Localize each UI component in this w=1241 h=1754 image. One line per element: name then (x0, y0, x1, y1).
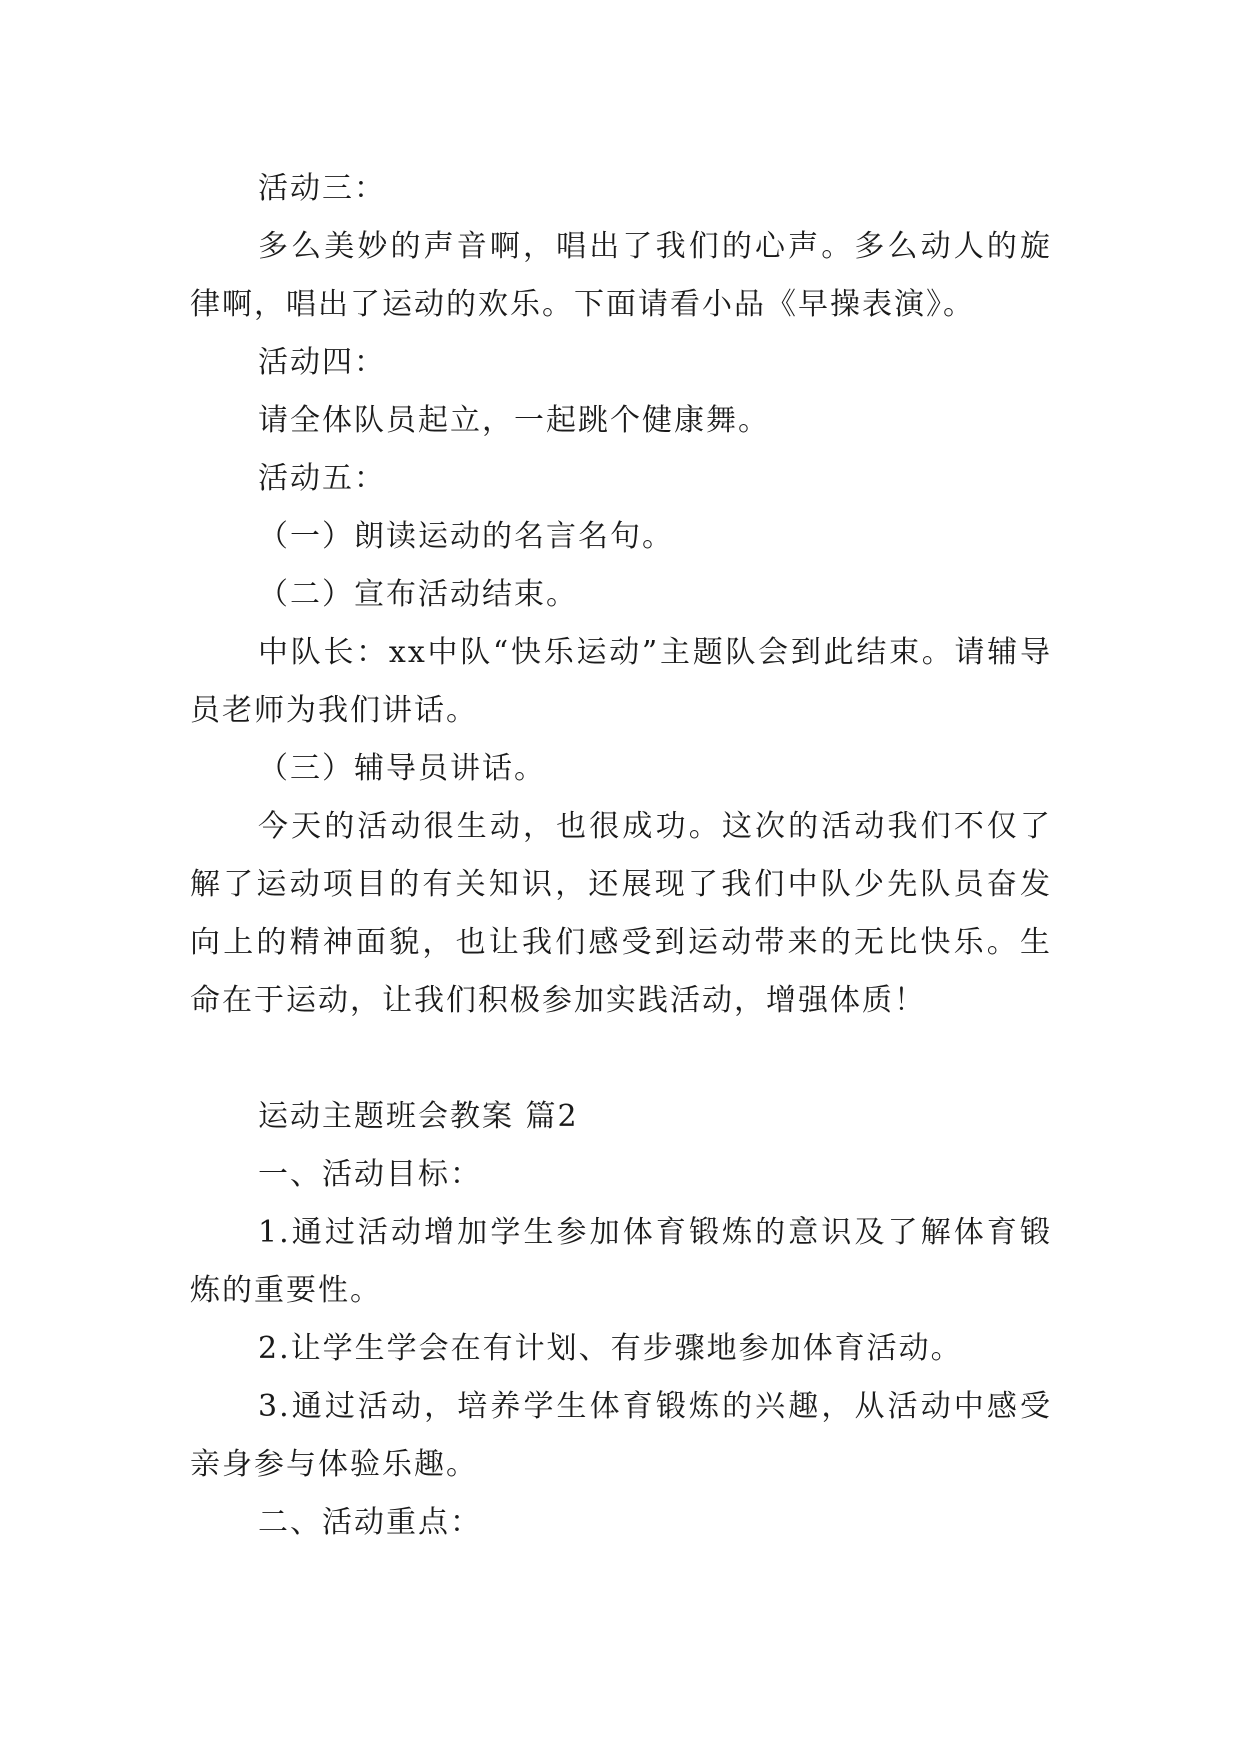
heading-key-points: 二、活动重点： (258, 1505, 482, 1540)
paragraph-closing-remarks: 今天的活动很生动，也很成功。这次的活动我们不仅了解了运动项目的有关知识，还展现了我们中队少先队员奋发向上的精神面貌，也让我们感受到运动带来的无比快乐。生命在于运动，让我们积极参加实践活动，增强体质！ (190, 809, 1052, 1018)
paragraph-squad-leader: 中队长：xx中队“快乐运动”主题队会到此结束。请辅导员老师为我们讲话。 (190, 635, 1052, 728)
list-item-read-quotes: （一）朗读运动的名言名句。 (258, 519, 674, 554)
list-item-counselor-speech: （三）辅导员讲话。 (258, 751, 546, 786)
objective-item-2: 2.让学生学会在有计划、有步骤地参加体育活动。 (258, 1331, 963, 1366)
document-body (190, 160, 1052, 1552)
heading-activity-4: 活动四： (258, 345, 386, 380)
paragraph-activity-4-text: 请全体队员起立，一起跳个健康舞。 (258, 403, 770, 438)
paragraph-activity-3-text: 多么美妙的声音啊，唱出了我们的心声。多么动人的旋律啊，唱出了运动的欢乐。下面请看小品《早操表演》。 (190, 229, 1052, 322)
objective-item-1: 1.通过活动增加学生参加体育锻炼的意识及了解体育锻炼的重要性。 (190, 1215, 1052, 1308)
list-item-announce-end: （二）宣布活动结束。 (258, 577, 578, 612)
section-spacer (190, 1030, 1052, 1088)
heading-objectives: 一、活动目标： (258, 1157, 482, 1192)
objective-item-3: 3.通过活动，培养学生体育锻炼的兴趣，从活动中感受亲身参与体验乐趣。 (190, 1389, 1052, 1482)
heading-activity-3: 活动三： (258, 171, 386, 206)
heading-activity-5: 活动五： (258, 461, 386, 496)
section-title-part-2: 运动主题班会教案 篇2 (258, 1099, 579, 1134)
